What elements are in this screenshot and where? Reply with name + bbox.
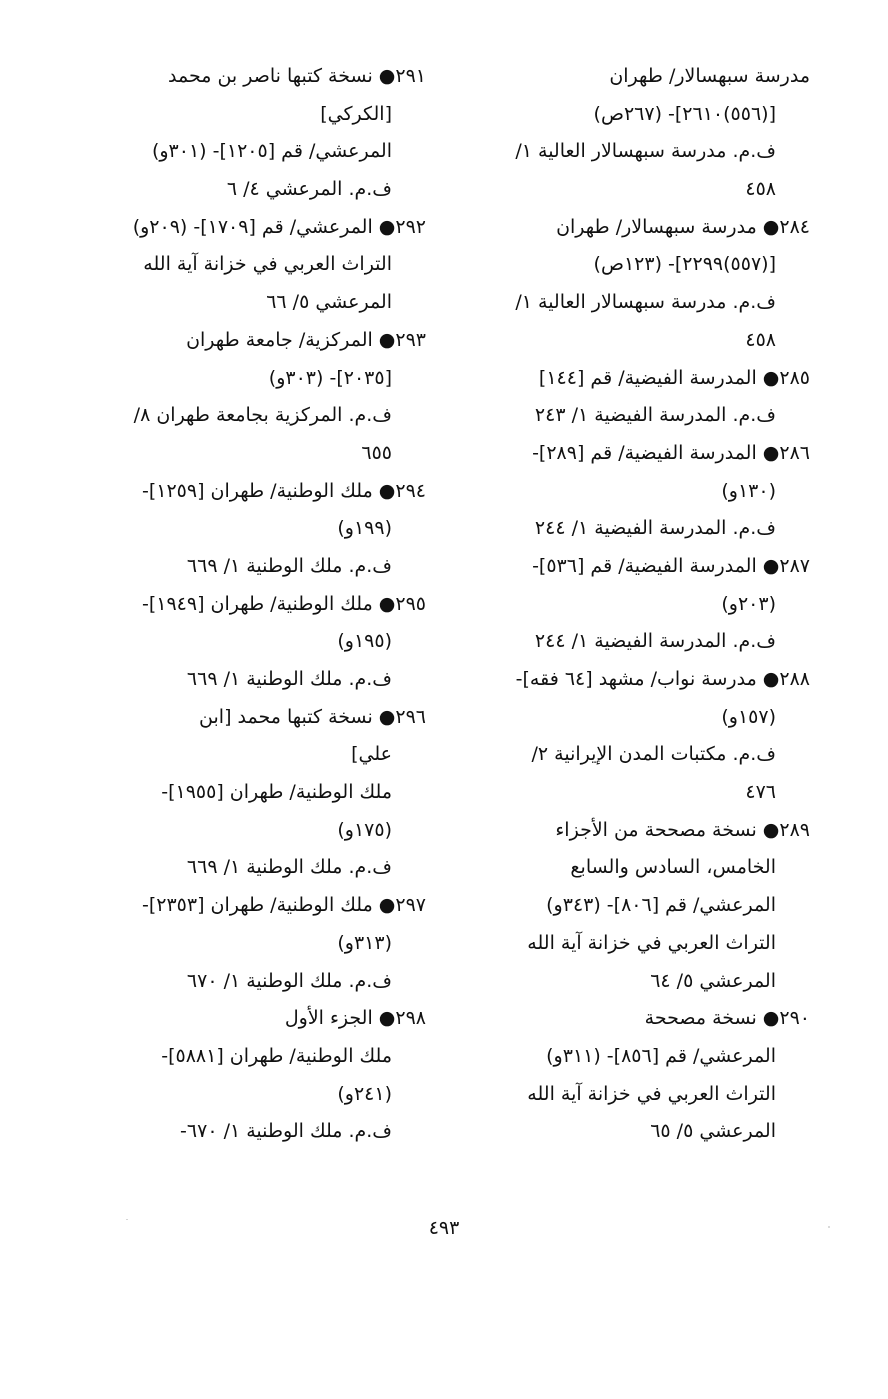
left-column-line: (٣١٣و) <box>337 931 392 954</box>
right-column-line: ف.م. مدرسة سبهسالار العالية ١/ <box>515 291 776 314</box>
left-column-line: ف.م. ملك الوطنية ١/ ٦٦٩ <box>186 554 392 577</box>
right-column-line: (٢٠٣و) <box>721 592 776 615</box>
left-column-line: ف.م. المركزية بجامعة طهران ٨/ <box>133 404 392 427</box>
right-column-line: (١٣٠و) <box>721 479 776 502</box>
scan-speck <box>126 1219 128 1220</box>
left-column-line: ٢٩٣● المركزية/ جامعة طهران <box>186 328 426 351</box>
right-column-line: ف.م. المدرسة الفيضية ١/ ٢٤٣ <box>534 404 776 427</box>
right-column-line: مدرسة سبهسالار/ طهران <box>609 65 810 87</box>
right-column-line: ف.م. المدرسة الفيضية ١/ ٢٤٤ <box>534 517 776 540</box>
right-column-line: المرعشي/ قم [٨٥٦]- (٣١١و) <box>546 1044 776 1067</box>
left-column-line: ٢٩٧● ملك الوطنية/ طهران [٢٣٥٣]- <box>141 894 426 917</box>
right-column-line: ٢٨٥● المدرسة الفيضية/ قم [١٤٤] <box>538 366 810 389</box>
left-column-line: (٢٤١و) <box>337 1082 392 1105</box>
right-column-line: (١٥٧و) <box>721 705 776 728</box>
left-column-line: ف.م. المرعشي ٤/ ٦ <box>226 178 392 201</box>
left-column-line: (١٩٥و) <box>337 630 392 653</box>
left-column-line: ٢٩٦● نسخة كتبها محمد [ابن <box>199 705 426 728</box>
right-column-line: الخامس، السادس والسابع <box>570 856 776 879</box>
right-column-line: [(٥٥٦)٢٦١٠]- (٢٦٧ص) <box>593 102 776 125</box>
left-column-line: ٢٩١● نسخة كتبها ناصر بن محمد <box>168 65 426 87</box>
left-column-line: المرعشي/ قم [١٢٠٥]- (٣٠١و) <box>151 140 392 163</box>
left-column-line: ف.م. ملك الوطنية ١/ ٦٧٠- <box>180 1120 392 1143</box>
right-column-line: ٢٨٨● مدرسة نواب/ مشهد [٦٤ فقه]- <box>515 668 810 690</box>
page-number: ٤٩٣ <box>428 1217 460 1239</box>
left-column-line: [الكركي] <box>320 102 392 125</box>
right-column-line: ٢٨٧● المدرسة الفيضية/ قم [٥٣٦]- <box>532 554 810 577</box>
left-column-line: ف.م. ملك الوطنية ١/ ٦٦٩ <box>186 668 392 690</box>
right-column-line: التراث العربي في خزانة آية الله <box>527 931 776 954</box>
right-column-line: [(٥٥٧)٢٢٩٩]- (١٢٣ص) <box>593 253 776 276</box>
right-column-line: ٢٨٩● نسخة مصححة من الأجزاء <box>555 818 810 841</box>
left-column-line: ٢٩٥● ملك الوطنية/ طهران [١٩٤٩]- <box>141 592 426 615</box>
right-column <box>465 58 810 1151</box>
left-column-line: ٢٩٢● المرعشي/ قم [١٧٠٩]- (٢٠٩و) <box>132 215 426 238</box>
right-column-line: ٢٨٦● المدرسة الفيضية/ قم [٢٨٩]- <box>532 441 810 464</box>
left-column-line: ف.م. ملك الوطنية ١/ ٦٦٩ <box>186 856 392 879</box>
left-column-line: ملك الوطنية/ طهران [١٩٥٥]- <box>161 781 392 804</box>
right-column-line: ٤٧٦ <box>745 781 776 804</box>
left-column-line: ف.م. ملك الوطنية ١/ ٦٧٠ <box>186 969 392 992</box>
scan-speck <box>828 1226 830 1228</box>
right-column-line: ٢٨٤● مدرسة سبهسالار/ طهران <box>556 215 810 238</box>
left-column-line: (١٩٩و) <box>337 517 392 540</box>
left-column-line: [٢٠٣٥]- (٣٠٣و) <box>268 366 392 389</box>
right-column-line: التراث العربي في خزانة آية الله <box>527 1082 776 1105</box>
right-column-line: ف.م. مكتبات المدن الإيرانية ٢/ <box>531 743 776 766</box>
right-column-line: ف.م. مدرسة سبهسالار العالية ١/ <box>515 140 776 163</box>
right-column-line: ٤٥٨ <box>745 328 776 351</box>
left-column-line: (١٧٥و) <box>337 818 392 841</box>
right-column-line: المرعشي/ قم [٨٠٦]- (٣٤٣و) <box>546 894 776 917</box>
left-column-line: المرعشي ٥/ ٦٦ <box>266 291 392 314</box>
left-column-line: ٢٩٤● ملك الوطنية/ طهران [١٢٥٩]- <box>141 479 426 502</box>
left-column-line: التراث العربي في خزانة آية الله <box>143 253 392 276</box>
left-column-line: ٢٩٨● الجزء الأول <box>284 1007 426 1030</box>
right-column-line: ٤٥٨ <box>745 178 776 201</box>
right-column-line: ٢٩٠● نسخة مصححة <box>644 1007 810 1030</box>
left-column-line: ملك الوطنية/ طهران [٥٨٨١]- <box>161 1044 392 1067</box>
right-column-line: المرعشي ٥/ ٦٥ <box>650 1120 776 1143</box>
left-column-line: علي] <box>351 743 392 766</box>
right-column-line: ف.م. المدرسة الفيضية ١/ ٢٤٤ <box>534 630 776 653</box>
right-column-line: المرعشي ٥/ ٦٤ <box>650 969 776 992</box>
left-column-line: ٦٥٥ <box>361 441 392 464</box>
left-column <box>81 58 426 1151</box>
